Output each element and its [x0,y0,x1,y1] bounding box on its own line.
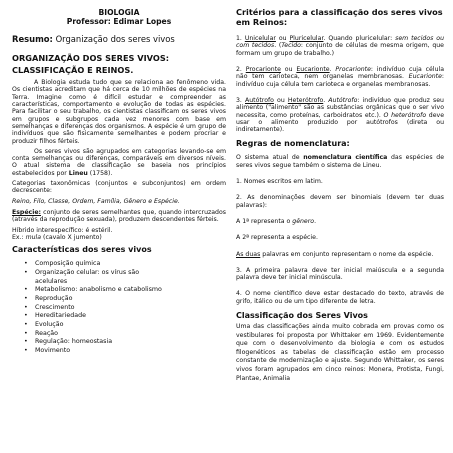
lineu-name: Lineu [68,169,88,177]
rule-2a-text: A 1ª representa o [236,217,293,225]
list-item [24,330,226,339]
especie-text: conjunto de seres semelhantes que, quando intercruzados (através da reprodução sexuada), produzem descendentes férteis. [12,208,226,224]
c3-autotrofo: Autótrofo [245,96,274,104]
criteria-title: Critérios para a classificação dos seres vivos em Reinos: [236,7,443,27]
c2-procarionte: Procarionte [245,66,281,74]
c1-text: . Quando pluricelular: [323,35,396,43]
rule-4: 4. O nome científico deve estar destacado do texto, através de grifo, itálico ou de um tipo diferente de letra. [236,290,444,305]
c1-ou: ou [275,35,290,43]
c1-tecido: Tecido [281,42,301,50]
resumo-label: Resumo: [12,34,53,44]
list-item [24,260,226,269]
example-rest: (cavalo X jumento) [41,233,102,241]
bullet-icon: • [24,294,28,302]
c1-paren: . ( [274,42,282,50]
list-item-text: acelulares [35,277,68,285]
list-item [24,312,226,321]
list-item-text: Crescimento [35,303,75,311]
criterion-3 [236,97,444,133]
left-column [12,8,226,356]
list-item-text: Hereditariedade [35,312,86,320]
list-item [24,286,226,295]
grouping-paragraph [12,148,226,177]
list-item-text: Composição química [35,260,101,268]
bullet-icon: • [24,260,28,268]
classification-title: Classificação dos Seres Vivos [236,311,368,321]
rule-2: 2. As denominações devem ser binomiais (devem ter duas palavras): [236,194,444,209]
c1-num: 1. [236,35,245,43]
rule-2a [236,218,444,225]
rules-intro-bold: nomenclatura científica [303,154,388,162]
c2-eucarionte: Eucarionte [296,66,330,74]
list-item [24,321,226,330]
hibrido-line: Híbrido interespecífico: é estéril. [12,226,113,234]
criterion-2 [236,66,444,88]
taxonomy-paragraph: Categorias taxonômicas (conjuntos e subconjuntos) em ordem decrescente: [12,180,226,195]
c3-dot: . [323,96,329,104]
rule-2a-dot: . [314,217,317,225]
rule-1: 1. Nomes escritos em latim. [236,178,323,186]
c1-definition: : conjunto de células de mesma origem, que formam um grupo de trabalho.) [236,42,444,57]
especie-paragraph [12,209,226,224]
list-item-text: Evolução [35,321,64,329]
characteristics-list [24,260,226,356]
list-item [24,338,226,347]
grouping-text-c: (1758). [87,169,113,177]
c2-ou: ou [280,66,297,74]
professor-heading: Professor: Edimar Lopes [66,17,172,26]
section-title-1: ORGANIZAÇÃO DOS SERES VIVOS: [12,53,169,63]
bullet-icon: • [24,312,28,320]
especie-label: Espécie: [12,208,41,216]
rule-3: 3. A primeira palavra deve ter inicial maiúscula e a segunda palavra deve ter inicial minúscula. [236,266,444,282]
c3-ou: ou [273,96,288,104]
rule-2c [236,251,444,258]
list-item [24,269,226,278]
list-item-text: Organização celular: os vírus são [35,268,140,276]
list-item-text: Reação [35,329,58,337]
list-item [24,304,226,313]
bullet-icon: • [24,321,28,329]
list-item-text: Metabolismo: anabolismo e catabolismo [35,286,162,294]
c1-tecidos: sem tecidos ou com tecidos [236,35,444,50]
example-line [12,234,226,241]
c3-def1: : indivíduo que produz seu alimento ("alimento" são as substâncias orgânicas que o ser vivo necessita, como proteínas, carboidratos etc.). [236,96,444,119]
c3-num: 3. [236,96,245,104]
example-mula: mula [25,233,42,241]
rules-title: Regras de nomenclatura: [236,139,350,149]
list-item [24,347,226,356]
list-item-text: Reprodução [35,294,73,302]
bullet-icon: • [24,286,28,294]
taxonomy-list: Reino, Filo, Classe, Ordem, Família, Gênero e Espécie. [12,197,180,205]
subject-heading: BIOLOGIA [98,8,140,17]
section-title-2: CLASSIFICAÇÃO E REINOS. [12,64,134,75]
rules-intro-a: O sistema atual de [236,154,304,162]
criterion-1 [236,35,444,57]
rule-2a-genero: gênero [292,217,315,225]
bullet-icon: • [24,329,28,337]
c3-autotrofo-it: Autótrofo [328,96,358,104]
list-item-text: Regulação: homeostasia [35,338,113,346]
resumo-line [12,34,226,44]
c3-def2: deve usar o alimento produzido por autótrofos (direta ou indiretamente). [236,111,445,134]
bullet-icon: • [24,303,28,311]
intro-paragraph: A Biologia estuda tudo que se relaciona ao fenômeno vida. Os cientistas acreditam que há cerca de 10 milhões de espécies na Terra. Imagine como é difícil estudar e compreender as características, comportamento e evolução de todas as espécies. Para facilitar o seu trabalho, os cientistas classificam os seres vivos em grupos e subgrupos cada vez menores com base em semelhanças e diferenças dos organismos. A espécie é um grupo de indivíduos que são fisicamente semelhantes e podem procriar e produzir filhos férteis. [12,79,226,145]
c3-heterotrofo-it: O heterótrofo [383,111,427,119]
c2-def2: : indivíduo cuja célula tem carioteca e organelas membranosas. [236,73,444,88]
grouping-text-a: Os seres vivos são agrupados em categorias levando-se em conta semelhanças ou diferenças, comparáveis em diversos níveis. O atual sistema de classificação se baseia nos princípios estabelecidos por [12,147,226,177]
list-item-text: Movimento [35,347,71,355]
c2-dot: . [329,66,336,74]
c2-def1: : indivíduo cuja célula não tem carioteca, nem organelas membranosas. [236,66,444,81]
rule-2b: A 2ª representa a espécie. [236,234,318,242]
resumo-text: Organização dos seres vivos [52,34,175,44]
bullet-icon: • [24,268,28,276]
c2-num: 2. [236,66,246,74]
c3-heterotrofo: Heterótrofo [287,96,324,104]
c1-unicelular: Unicelular [244,35,276,43]
c2-eucarionte-it: Eucarionte [408,73,442,81]
classification-paragraph: Uma das classificações ainda muito cobrada em provas como os vestibulares foi proposta por Whittaker em 1969. Evidentemente que com o desenvolvimento da biologia e com os estudos filogenéticos as tabelas de classificação estão em processo constante de modernização e ajuste. Segundo Whittaker, os seres vivos foram agrupados em cinco reinos: Monera, Protista, Fungi, Plantae, Animalia [236,323,444,382]
bullet-icon: • [24,347,28,355]
example-prefix: Ex.: [12,233,26,241]
list-item [24,295,226,304]
bullet-icon: • [24,338,28,346]
c1-pluricelular: Pluricelular [289,35,324,43]
rule-2c-as-duas: As duas [236,250,261,258]
rule-2c-text: palavras em conjunto representam o nome da espécie. [260,250,434,258]
rules-intro-c: das espécies de seres vivos segue também o sistema de Lineu. [236,154,444,169]
list-item [24,278,226,287]
right-column [236,8,444,386]
c2-procarionte-it: Procarionte [335,66,371,74]
rules-intro [236,154,444,169]
characteristics-title: Características dos seres vivos [12,245,152,255]
